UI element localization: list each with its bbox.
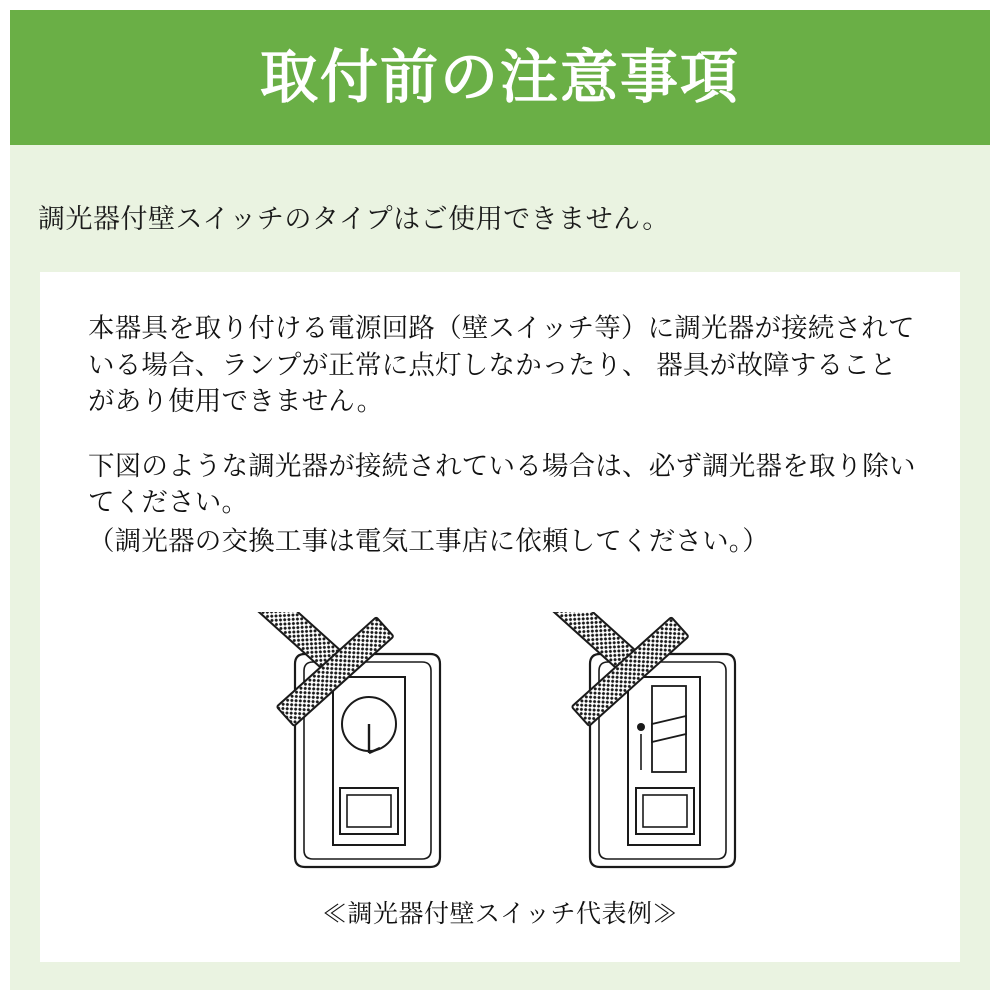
content-panel — [10, 10, 990, 990]
notice-card-body — [40, 272, 960, 559]
switch-plate-dial — [237, 612, 440, 867]
notice-paragraph-1: 本器具を取り付ける電源回路（壁スイッチ等）に調光器が接続されている場合、ランプが正常に点灯しなかったり、 器具が故障することがあり使用できません。 — [88, 313, 915, 417]
switch-plate-slider — [532, 612, 735, 867]
dimmer-switch-illustration — [200, 612, 820, 892]
page-header — [10, 10, 990, 145]
lead-text: 調光器付壁スイッチのタイプはご使用できません。 — [38, 204, 670, 234]
notice-paragraph-2-line-2: （調光器の交換工事は電気工事店に依頼してください。） — [88, 525, 769, 556]
notice-card — [40, 272, 960, 962]
figure-caption: ≪調光器付壁スイッチ代表例≫ — [321, 900, 678, 928]
page-title: 取付前の注意事項 — [259, 44, 740, 110]
figure-area — [40, 612, 960, 962]
notice-paragraph-2-line-1: 下図のような調光器が接続されている場合は、必ず調光器を取り除いてください。 — [88, 450, 916, 518]
